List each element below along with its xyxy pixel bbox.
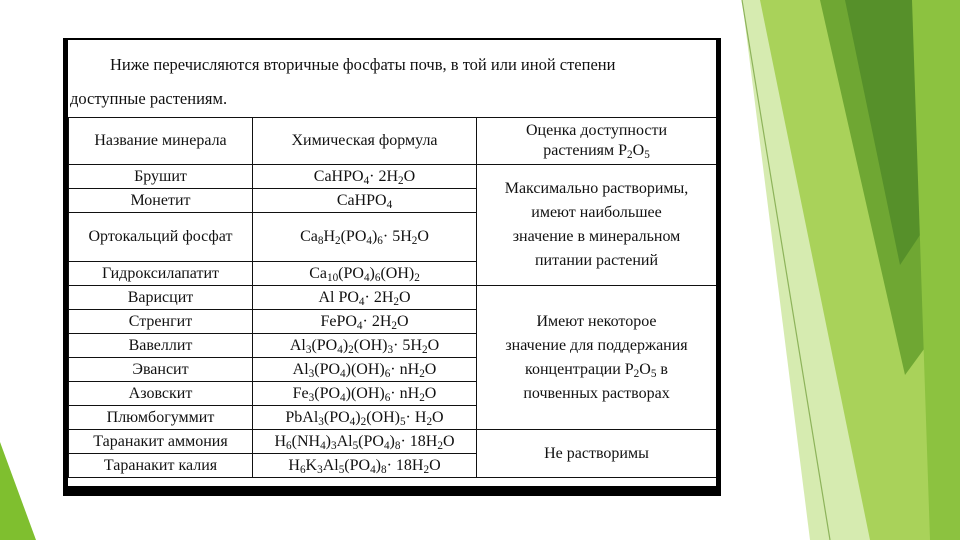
formula-segment: O xyxy=(427,336,440,354)
formula-segment: (OH) xyxy=(366,408,400,426)
availability-note-cell xyxy=(477,430,717,478)
formula-segment: CaHPO xyxy=(313,167,364,185)
formula-subscript: 2 xyxy=(398,174,404,187)
formula-subscript: 2 xyxy=(414,271,420,284)
formula-segment: (PO xyxy=(314,384,341,402)
formula-subscript: 4 xyxy=(370,463,376,476)
formula-segment: (PO xyxy=(344,456,371,474)
formula-segment: (OH) xyxy=(353,336,388,354)
formula-subscript: 2 xyxy=(360,415,367,428)
formula-segment: O xyxy=(424,360,437,378)
formula-subscript: 3 xyxy=(305,343,312,356)
formula-cell xyxy=(253,189,477,213)
formula-segment: O xyxy=(432,408,444,426)
formula-cell xyxy=(253,430,477,454)
formula-segment: ) xyxy=(355,408,361,426)
header-chemical-formula: Химическая формула xyxy=(253,118,477,165)
formula-segment: O xyxy=(442,432,455,450)
formula-segment: · 2H xyxy=(362,312,392,330)
formula-subscript: 2 xyxy=(411,235,418,247)
formula-segment: · 2H xyxy=(369,167,399,185)
formula-segment: · 5H xyxy=(382,228,412,245)
formula-subscript: 4 xyxy=(349,415,356,428)
formula-segment: H xyxy=(288,456,300,474)
availability-note-cell xyxy=(477,165,717,286)
availability-note-line: Имеют некоторое xyxy=(536,312,657,330)
formula-cell xyxy=(253,262,477,286)
header-availability xyxy=(477,118,717,165)
formula-segment: ) xyxy=(371,228,378,245)
formula-segment: O xyxy=(424,384,437,402)
formula-subscript: 3 xyxy=(317,463,323,476)
formula-segment: (PO xyxy=(340,228,367,245)
formula-cell xyxy=(253,454,477,478)
header-sub-2: 2 xyxy=(627,149,633,161)
formula-segment: )(OH) xyxy=(345,360,385,378)
formula-segment: · 18H xyxy=(386,456,424,474)
formula-segment: Ca xyxy=(300,228,318,245)
mineral-name-cell: Азовскит xyxy=(69,382,253,406)
note-subscript: 2 xyxy=(633,367,640,380)
note-segment: концентрации P xyxy=(525,360,634,378)
formula-cell xyxy=(253,358,477,382)
formula-subscript: 2 xyxy=(437,439,443,452)
mineral-name-cell: Брушит xyxy=(69,165,253,189)
formula-cell xyxy=(253,310,477,334)
formula-subscript: 2 xyxy=(426,415,433,428)
formula-cell xyxy=(253,286,477,310)
formula-subscript: 6 xyxy=(374,271,381,284)
mineral-name-cell: Монетит xyxy=(69,189,253,213)
formula-subscript: 2 xyxy=(348,343,354,356)
formula-segment: CaHPO xyxy=(336,191,387,209)
formula-subscript: 4 xyxy=(337,343,343,356)
mineral-name-cell: Эвансит xyxy=(69,358,253,382)
mineral-name-cell: Ортокальций фосфат xyxy=(69,213,253,262)
mineral-name-cell: Плюмбогуммит xyxy=(69,406,253,430)
availability-note-line xyxy=(525,361,668,378)
formula-segment: H xyxy=(274,432,287,450)
availability-note-cell xyxy=(477,286,717,430)
phosphates-table xyxy=(68,117,716,478)
note-segment: O xyxy=(639,360,651,378)
formula-segment: PbAl xyxy=(285,408,319,426)
mineral-name-cell: Гидроксилапатит xyxy=(69,262,253,286)
mineral-name-cell: Таранакит калия xyxy=(69,454,253,478)
formula-subscript: 4 xyxy=(383,439,390,452)
formula-segment: FePO xyxy=(320,312,357,330)
formula-segment: )(OH) xyxy=(345,384,385,402)
formula-subscript: 3 xyxy=(308,391,315,404)
availability-note-line: значение для поддержания xyxy=(505,336,688,354)
formula-subscript: 2 xyxy=(421,343,428,356)
formula-subscript: 4 xyxy=(363,271,370,284)
formula-segment: · 5H xyxy=(393,336,422,354)
formula-subscript: 5 xyxy=(338,463,345,476)
formula-segment: (PO xyxy=(358,432,384,450)
formula-segment: Fe xyxy=(292,384,309,402)
formula-segment: Al xyxy=(322,456,339,474)
formula-subscript: 8 xyxy=(317,235,324,247)
formula-cell xyxy=(253,213,477,262)
formula-segment: H xyxy=(323,228,335,245)
table-row xyxy=(69,286,717,310)
intro-line-1: Ниже перечисляются вторичные фосфаты почв, в той или иной степени xyxy=(110,55,616,74)
formula-segment: O xyxy=(398,288,411,306)
formula-segment: · 18H xyxy=(400,432,438,450)
formula-subscript: 4 xyxy=(386,198,393,211)
table-row xyxy=(69,430,717,454)
formula-subscript: 2 xyxy=(393,295,399,308)
header-availability-line1: Оценка доступности xyxy=(525,122,667,139)
header-o: O xyxy=(632,142,645,159)
formula-subscript: 3 xyxy=(318,415,324,428)
mineral-name-cell: Таранакит аммония xyxy=(69,430,253,454)
formula-segment: · 2H xyxy=(364,288,394,306)
intro-line-2: доступные растениям. xyxy=(70,89,228,108)
formula-subscript: 3 xyxy=(308,367,315,380)
note-subscript: 5 xyxy=(650,367,657,380)
formula-segment: O xyxy=(429,456,441,474)
formula-segment: Al PO xyxy=(318,288,359,306)
formula-segment: K xyxy=(305,456,318,474)
formula-cell xyxy=(253,334,477,358)
formula-segment: · nH xyxy=(390,360,420,378)
formula-subscript: 4 xyxy=(340,367,346,380)
formula-subscript: 3 xyxy=(387,343,394,356)
formula-segment: O xyxy=(403,167,416,185)
formula-cell xyxy=(253,382,477,406)
formula-subscript: 6 xyxy=(377,235,383,247)
formula-subscript: 4 xyxy=(363,174,370,187)
formula-segment: (PO xyxy=(323,408,350,426)
formula-subscript: 5 xyxy=(399,415,406,428)
table-row xyxy=(69,165,717,189)
mineral-name-cell: Стренгит xyxy=(69,310,253,334)
note-segment: в xyxy=(656,360,668,378)
formula-subscript: 6 xyxy=(384,367,391,380)
formula-subscript: 4 xyxy=(340,391,346,404)
formula-segment: Al xyxy=(292,360,309,378)
formula-segment: ) xyxy=(375,456,381,474)
formula-subscript: 4 xyxy=(356,319,363,332)
formula-segment: Al xyxy=(336,432,353,450)
availability-note-line: Не растворимы xyxy=(544,444,649,462)
formula-subscript: 2 xyxy=(391,319,397,332)
availability-note-line: значение в минеральном xyxy=(512,228,681,245)
formula-subscript: 6 xyxy=(299,463,306,476)
formula-subscript: 2 xyxy=(423,463,430,476)
formula-segment: (PO xyxy=(314,360,341,378)
availability-note-line: Максимально растворимы, xyxy=(504,180,689,197)
formula-segment: ) xyxy=(369,264,375,282)
formula-segment: (PO xyxy=(311,336,338,354)
formula-segment: · nH xyxy=(390,384,420,402)
intro-text xyxy=(68,48,716,116)
formula-subscript: 2 xyxy=(335,235,341,247)
formula-segment: Ca xyxy=(309,264,327,282)
left-green-shape xyxy=(0,442,36,540)
formula-segment: O xyxy=(417,228,429,245)
availability-note-line: имеют наибольшее xyxy=(531,204,662,221)
formula-subscript: 8 xyxy=(380,463,387,476)
availability-note-line: почвенных растворах xyxy=(523,384,670,402)
table-body xyxy=(69,165,717,478)
header-availability-line2 xyxy=(543,142,650,159)
formula-subscript: 4 xyxy=(366,235,372,247)
header-sub-5: 5 xyxy=(644,149,650,161)
formula-subscript: 5 xyxy=(352,439,359,452)
formula-cell xyxy=(253,406,477,430)
header-p: растениям P xyxy=(543,142,628,159)
formula-segment: ) xyxy=(325,432,331,450)
formula-subscript: 4 xyxy=(320,439,326,452)
formula-segment: Al xyxy=(289,336,306,354)
formula-subscript: 6 xyxy=(384,391,391,404)
formula-subscript: 10 xyxy=(326,271,339,284)
formula-segment: ) xyxy=(342,336,349,354)
formula-subscript: 8 xyxy=(394,439,401,452)
formula-subscript: 4 xyxy=(358,295,365,308)
availability-note-line: питании растений xyxy=(534,252,659,269)
header-mineral-name: Название минерала xyxy=(69,118,253,165)
formula-segment: O xyxy=(396,312,409,330)
formula-segment: · H xyxy=(405,408,427,426)
formula-subscript: 6 xyxy=(286,439,292,452)
formula-segment: (OH) xyxy=(380,264,415,282)
formula-subscript: 3 xyxy=(330,439,337,452)
mineral-name-cell: Вавеллит xyxy=(69,334,253,358)
mineral-name-cell: Варисцит xyxy=(69,286,253,310)
formula-segment: (PO xyxy=(338,264,364,282)
formula-subscript: 2 xyxy=(419,391,425,404)
document-image xyxy=(68,40,716,486)
formula-segment: (NH xyxy=(291,432,321,450)
formula-segment: ) xyxy=(389,432,395,450)
formula-cell xyxy=(253,165,477,189)
formula-subscript: 2 xyxy=(419,367,425,380)
